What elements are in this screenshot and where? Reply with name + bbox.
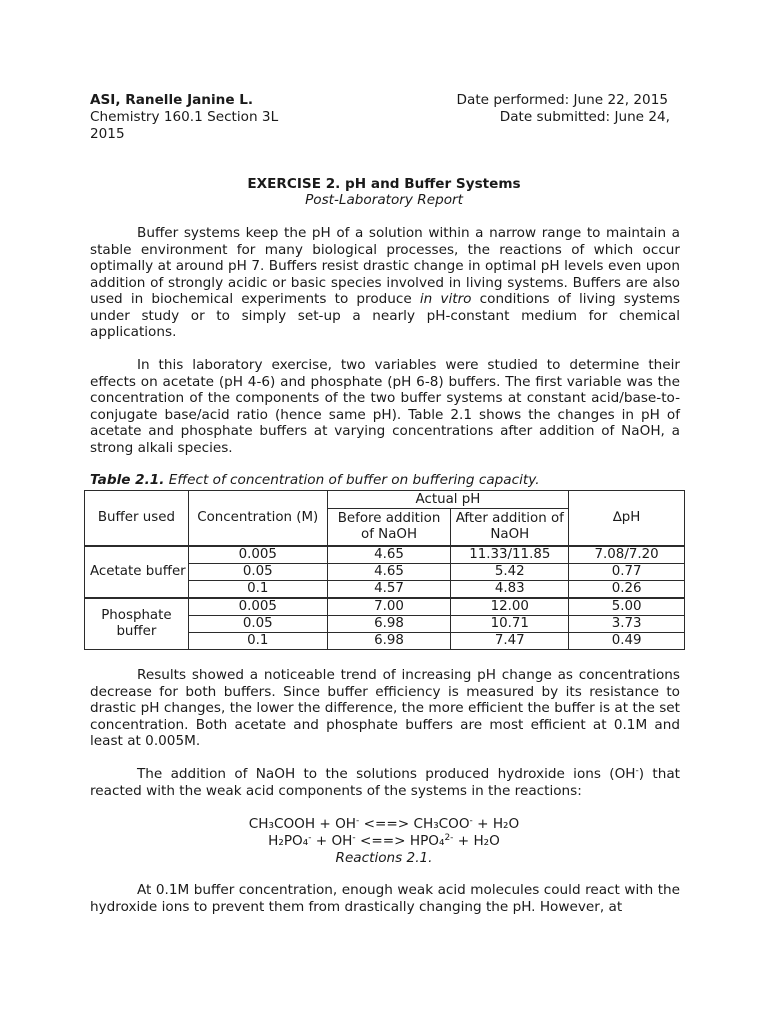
table-caption-text: Effect of concentration of buffer on buffering capacity. [164, 472, 540, 488]
reaction-part: + H₂O [453, 833, 500, 849]
table-caption-label: Table 2.1. [90, 472, 165, 488]
paragraph-naoh-text-a: The addition of NaOH to the solutions produced hydroxide ions (OH [137, 766, 636, 782]
reaction-part: + H₂O [472, 816, 520, 832]
table-cell-conc: 0.1 [188, 633, 327, 650]
superscript: 2- [444, 833, 454, 843]
superscript: - [635, 766, 639, 776]
table-cell-after: 10.71 [451, 616, 569, 633]
table-cell-before: 4.65 [327, 546, 451, 564]
table-cell-after: 7.47 [451, 633, 569, 650]
table-cell-delta: 3.73 [569, 616, 685, 633]
paragraph-intro-text-b: conditions of living systems under study or to simply set-up a nearly pH-constant medium for chemical applications. [90, 291, 680, 340]
date-performed: Date performed: June 22, 2015 [456, 92, 668, 108]
reaction-part: H₂PO₄ [268, 833, 309, 849]
table-cell-delta: 7.08/7.20 [569, 546, 685, 564]
header-concentration: Concentration (M) [188, 491, 327, 547]
page-subtitle: Post-Laboratory Report [305, 192, 463, 208]
buffer-table [84, 490, 685, 650]
table-cell-before: 4.65 [327, 564, 451, 581]
paragraph-naoh-text-b: ) that reacted with the weak acid components of the systems in the reactions: [90, 766, 680, 799]
table-cell-after: 5.42 [451, 564, 569, 581]
superscript: - [308, 833, 312, 843]
date-submitted: Date submitted: June 24, [499, 109, 670, 125]
reaction-part: <==> CH₃COO [359, 816, 470, 832]
paragraph-intro-italic: in vitro [419, 291, 472, 307]
paragraph-intro-text-a: Buffer systems keep the pH of a solution within a narrow range to maintain a stable environment for many biological processes, the reactions of which occur optimally at around pH 7. Buffers resist drastic change in optimal pH levels even upon addition of strongly acidic or basic species involved in living systems. Buffers are also used in biochemical experiments to produce [90, 225, 680, 307]
year-wrap: 2015 [90, 126, 125, 142]
table-cell-conc: 0.1 [188, 581, 327, 599]
paragraph-naoh [90, 766, 680, 799]
table-cell-conc: 0.005 [188, 546, 327, 564]
table-cell-delta: 5.00 [569, 598, 685, 616]
reaction-acetate [0, 816, 768, 833]
reaction-phosphate [0, 833, 768, 850]
header-before-addition: Before addition of NaOH [327, 509, 451, 547]
table-cell-after: 12.00 [451, 598, 569, 616]
header-after-addition: After addition of NaOH [451, 509, 569, 547]
page-title: EXERCISE 2. pH and Buffer Systems [247, 176, 521, 192]
author-name: ASI, Ranelle Janine L. [90, 92, 254, 108]
table-cell-after: 11.33/11.85 [451, 546, 569, 564]
table-cell-before: 4.57 [327, 581, 451, 599]
paragraph-concentration: At 0.1M buffer concentration, enough weak acid molecules could react with the hydroxide ions to prevent them from drastically changing the pH. However, at [90, 882, 680, 915]
superscript: - [352, 833, 356, 843]
group-acetate-label: Acetate buffer [85, 546, 189, 598]
table-cell-before: 7.00 [327, 598, 451, 616]
group-phosphate-label: Phosphate buffer [85, 598, 189, 650]
table-cell-conc: 0.05 [188, 616, 327, 633]
table-cell-delta: 0.77 [569, 564, 685, 581]
paragraph-intro [90, 225, 680, 341]
table-cell-after: 4.83 [451, 581, 569, 599]
table-cell-conc: 0.05 [188, 564, 327, 581]
header-actual-ph: Actual pH [327, 491, 569, 509]
reaction-part: <==> HPO₄ [355, 833, 445, 849]
header-delta-ph: ∆pH [569, 491, 685, 547]
table-cell-conc: 0.005 [188, 598, 327, 616]
superscript: - [356, 816, 360, 826]
header-buffer-used: Buffer used [85, 491, 189, 547]
reaction-part: + OH [311, 833, 353, 849]
reaction-part: CH₃COOH + OH [248, 816, 357, 832]
paragraph-results: Results showed a noticeable trend of increasing pH change as concentrations decrease for both buffers. Since buffer efficiency is measured by its resistance to drastic pH changes, the lower the difference, the more efficient the buffer is at the set concentration. Both acetate and phosphate buffers are most efficient at 0.1M and least at 0.005M. [90, 667, 680, 749]
table-cell-delta: 0.49 [569, 633, 685, 650]
superscript: - [469, 816, 473, 826]
reactions-label: Reactions 2.1. [335, 850, 433, 866]
paragraph-method: In this laboratory exercise, two variables were studied to determine their effects on acetate (pH 4-6) and phosphate (pH 6-8) buffers. The first variable was the concentration of the components of the two buffer systems at constant acid/base-to-conjugate base/acid ratio (hence same pH). Table 2.1 shows the changes in pH of acetate and phosphate buffers at varying concentrations after addition of NaOH, a strong alkali species. [90, 357, 680, 456]
table-cell-before: 6.98 [327, 633, 451, 650]
table-cell-delta: 0.26 [569, 581, 685, 599]
course-section: Chemistry 160.1 Section 3L [90, 109, 279, 125]
table-cell-before: 6.98 [327, 616, 451, 633]
table-caption [90, 472, 540, 489]
